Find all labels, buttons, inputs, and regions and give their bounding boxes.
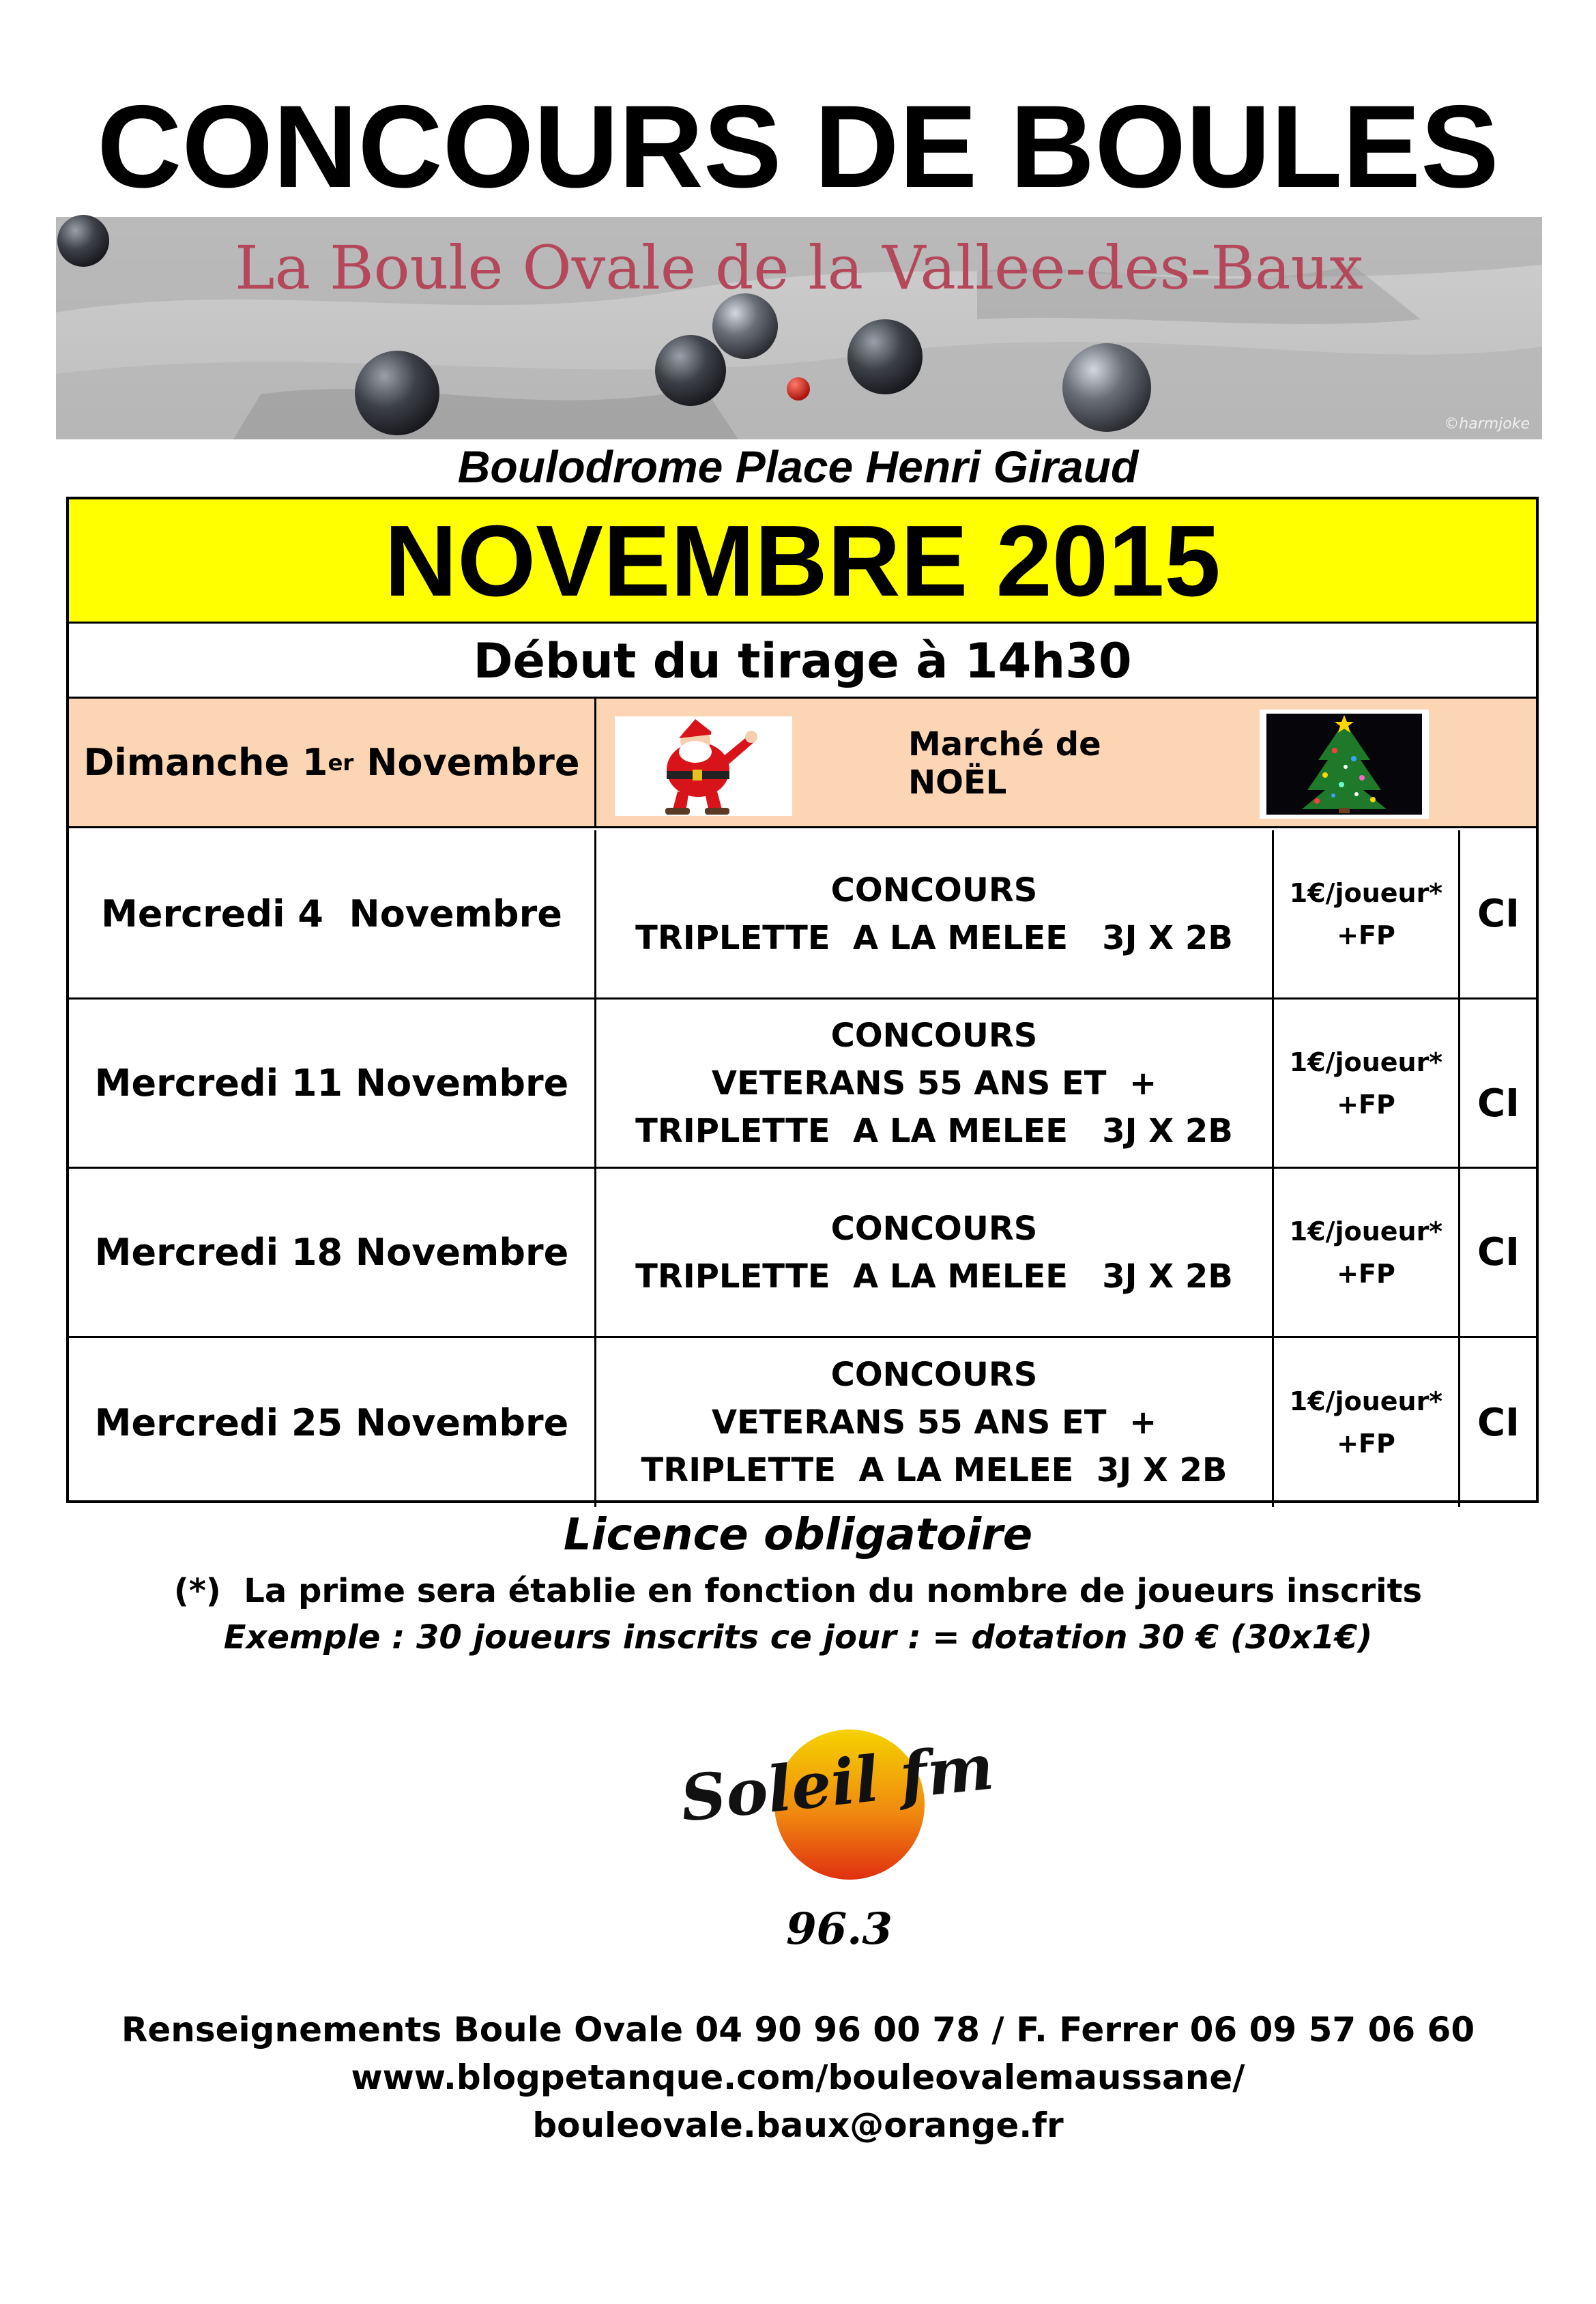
logo-wordmark: Soleil fm <box>677 1730 998 1836</box>
website-link[interactable]: www.blogpetanque.com/bouleovalemaussane/ <box>351 2058 1245 2097</box>
logo-frequency: 96.3 <box>786 1904 893 1955</box>
row-date: Mercredi 18 Novembre <box>94 1231 569 1274</box>
example-note: Exemple : 30 joueurs inscrits ce jour : = dotation 30 € (30x1€) <box>223 1618 1373 1657</box>
table-row <box>69 1169 1536 1338</box>
petanque-photo <box>56 217 1542 439</box>
special-date-prefix: Dimanche 1 <box>83 741 328 784</box>
special-date-suffix: Novembre <box>353 741 580 784</box>
email-link[interactable]: bouleovale.baux@orange.fr <box>532 2105 1064 2145</box>
price-fee: +FP <box>1337 920 1395 950</box>
banner-title: La Boule Ovale de la Vallee-des-Baux <box>235 233 1363 303</box>
row-category: CI <box>1477 892 1520 936</box>
row-price <box>1274 1338 1458 1507</box>
special-date-sup: er <box>328 749 354 776</box>
price-amount: 1€/joueur* <box>1289 1216 1443 1246</box>
event-line: VETERANS 55 ANS ET + <box>711 1403 1157 1442</box>
tirage-band <box>69 624 1536 699</box>
special-event-row <box>69 699 1536 828</box>
row-date: Mercredi 11 Novembre <box>94 1062 569 1105</box>
row-event <box>596 1169 1272 1336</box>
event-line: TRIPLETTE A LA MELEE 3J X 2B <box>635 918 1233 957</box>
row-category: CI <box>1477 1400 1520 1445</box>
row-date: Mercredi 4 Novembre <box>101 892 562 935</box>
event-line: VETERANS 55 ANS ET + <box>711 1064 1157 1103</box>
row-date: Mercredi 25 Novembre <box>94 1401 569 1444</box>
event-line: CONCOURS <box>830 871 1038 909</box>
column-divider <box>594 699 596 826</box>
event-line: TRIPLETTE A LA MELEE 3J X 2B <box>641 1451 1228 1489</box>
schedule-rows <box>69 830 1536 1500</box>
event-line: CONCOURS <box>830 1209 1038 1248</box>
page-title: CONCOURS DE BOULES <box>97 81 1499 212</box>
table-row <box>69 1000 1536 1169</box>
row-event <box>596 830 1272 997</box>
event-line: TRIPLETTE A LA MELEE 3J X 2B <box>635 1257 1233 1296</box>
table-row <box>69 830 1536 1000</box>
price-fee: +FP <box>1337 1089 1395 1120</box>
special-event-label: Marché de NOËL <box>908 725 1101 802</box>
santa-icon <box>615 716 792 816</box>
row-category: CI <box>1477 1230 1520 1274</box>
banner-watermark: ©harmjoke <box>1444 415 1530 433</box>
month-title: NOVEMBRE 2015 <box>384 505 1221 617</box>
event-line: CONCOURS <box>830 1356 1038 1394</box>
row-price <box>1274 1169 1458 1336</box>
banner-image <box>56 217 1542 439</box>
row-category: CI <box>1477 1081 1520 1126</box>
prime-note: (*) La prime sera établie en fonction du nombre de joueurs inscrits <box>173 1572 1423 1610</box>
month-band <box>69 499 1536 624</box>
price-fee: +FP <box>1337 1429 1395 1459</box>
row-event <box>596 1000 1272 1167</box>
christmas-tree-icon <box>1260 710 1429 819</box>
table-row <box>69 1338 1536 1507</box>
price-amount: 1€/joueur* <box>1289 1047 1443 1077</box>
contact-phones: Renseignements Boule Ovale 04 90 96 00 78 / F. Ferrer 06 09 57 06 60 <box>121 2010 1475 2050</box>
event-line: TRIPLETTE A LA MELEE 3J X 2B <box>635 1111 1233 1150</box>
row-price <box>1274 830 1458 997</box>
price-fee: +FP <box>1337 1258 1395 1289</box>
row-event <box>596 1338 1272 1507</box>
special-date <box>69 699 594 826</box>
row-price <box>1274 1000 1458 1167</box>
schedule-table <box>66 497 1539 1503</box>
price-amount: 1€/joueur* <box>1289 877 1443 908</box>
event-line: CONCOURS <box>830 1016 1038 1055</box>
tirage-time: Début du tirage à 14h30 <box>473 633 1132 689</box>
licence-notice: Licence obligatoire <box>563 1510 1033 1560</box>
venue-label: Boulodrome Place Henri Giraud <box>457 441 1139 492</box>
price-amount: 1€/joueur* <box>1289 1386 1443 1416</box>
